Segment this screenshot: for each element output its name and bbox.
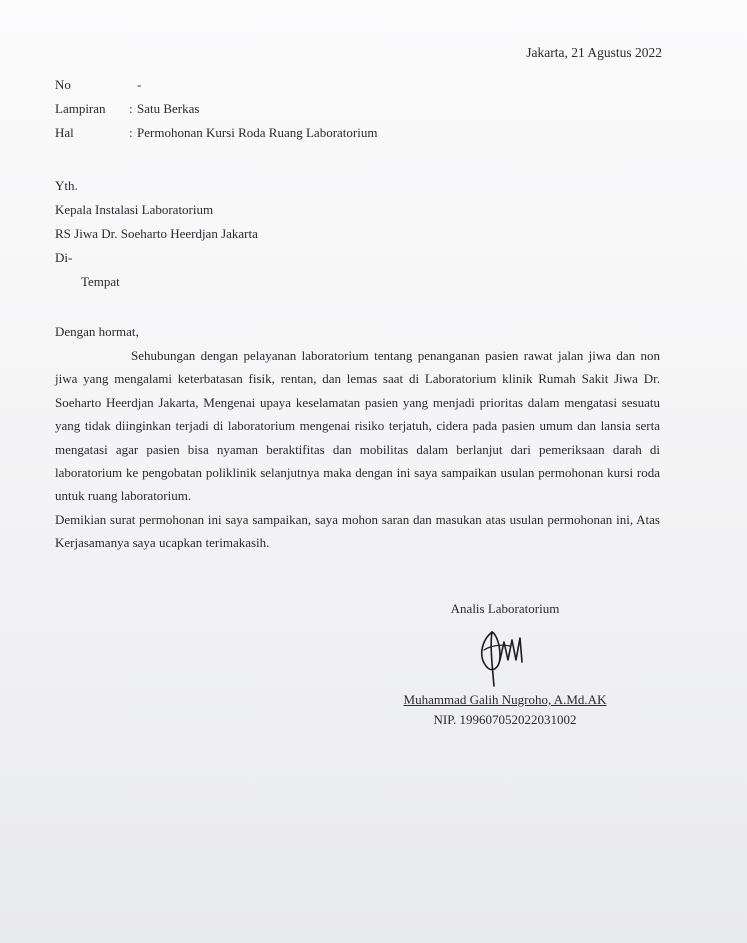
signatory-title: Analis Laboratorium <box>450 601 560 616</box>
meta-row-number <box>55 73 377 97</box>
signatory-nip: NIP. 199607052022031002 <box>433 712 577 727</box>
meta-value: - <box>137 77 142 92</box>
letter-body <box>55 320 660 555</box>
meta-key: Hal <box>55 125 74 140</box>
recipient-block <box>55 174 258 294</box>
meta-separator: : <box>129 101 133 116</box>
meta-key: No <box>55 77 71 92</box>
recipient-salutation: Yth. <box>55 178 78 193</box>
handwritten-signature <box>380 620 630 690</box>
recipient-di: Di- <box>55 250 73 265</box>
recipient-place: Tempat <box>81 274 120 289</box>
meta-row-attachment <box>55 97 377 121</box>
meta-row-subject <box>55 121 377 145</box>
closing-paragraph: Demikian surat permohonan ini saya sampaikan, saya mohon saran dan masukan atas usulan permohonan ini, Atas Kerjasamanya saya ucapkan terimakasih. <box>55 511 660 551</box>
recipient-position: Kepala Instalasi Laboratorium <box>55 202 214 217</box>
greeting: Dengan hormat, <box>55 324 139 339</box>
meta-separator: : <box>129 125 133 140</box>
recipient-institution: RS Jiwa Dr. Soeharto Heerdjan Jakarta <box>55 226 258 241</box>
signature-icon <box>470 620 540 690</box>
place-date: Jakarta, 21 Agustus 2022 <box>526 45 662 60</box>
meta-key: Lampiran <box>55 101 106 116</box>
meta-value: Satu Berkas <box>137 101 200 116</box>
letter-meta <box>55 73 377 145</box>
signatory-name: Muhammad Galih Nugroho, A.Md.AK <box>403 692 607 707</box>
signature-block <box>380 598 630 730</box>
meta-value: Permohonan Kursi Roda Ruang Laboratorium <box>137 125 378 140</box>
body-paragraph: Sehubungan dengan pelayanan laboratorium tentang penanganan pasien rawat jalan jiwa dan non jiwa yang mengalami keterbatasan fisik, rentan, dan lemas saat di Laboratorium klinik Rumah Sakit Jiwa Dr. Soeharto Heerdjan Jakarta, Mengenai upaya keselamatan pasien yang menjadi prioritas dalam mengatasi sesuatu yang tidak diinginkan terjadi di laboratorium mengenai risiko terjatuh, cidera pada pasien umum dan lansia serta mengatasi agar pasien bisa nyaman beraktifitas dan mobilitas dalam berlanjut dari pemeriksaan darah di laboratorium ke pengobatan poliklinik selanjutnya maka dengan ini saya sampaikan usulan permohonan kursi roda untuk ruang laboratorium. <box>55 348 660 504</box>
